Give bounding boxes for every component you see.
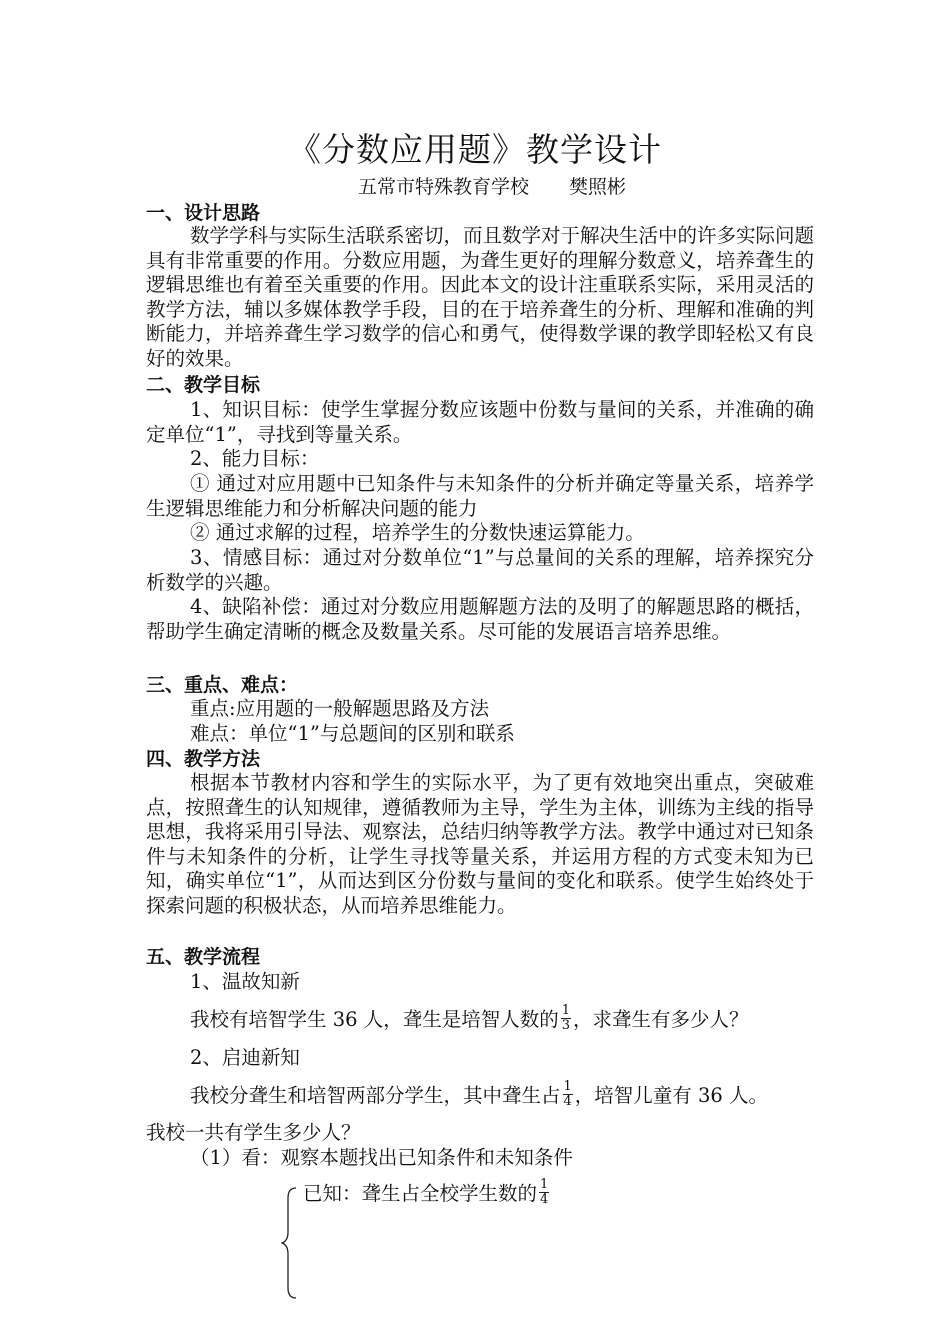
- key-point: 重点:应用题的一般解题思路及方法: [190, 697, 490, 720]
- new-question-continued: 我校一共有学生多少人？: [146, 1121, 361, 1144]
- section-4-paragraph: 根据本节教材内容和学生的实际水平，为了更有效地突出重点，突破难点，按照聋生的认知规律，遵循教师为主导，学生为主体，训练为主线的指导思想，我将采用引导法、观察法，总结归纳等教学方法。教学中通过对已知条件与未知条件的分析，让学生寻找等量关系，并运用方程的方式变未知为已知，确实单位“1”，从而达到区分份数与量间的变化和联系。使学生始终处于探索问题的积极状态，从而培养思维能力。: [146, 771, 814, 917]
- author-line: [358, 174, 626, 200]
- fraction-one-third: $\frac{1}{3}$: [561, 1003, 570, 1033]
- fraction-one-quarter: $\frac{1}{4}$: [563, 1079, 572, 1109]
- section-heading-1: 一、设计思路: [146, 202, 261, 224]
- author-name: 樊照彬: [569, 176, 627, 198]
- goal-ability-item-2: ② 通过求解的过程，培养学生的分数快速运算能力。: [190, 521, 645, 544]
- goal-compensation: 4、缺陷补偿：通过对分数应用题解题方法的及明了的解题思路的概括，帮助学生确定清晰的概念及数量关系。尽可能的发展语言培养思维。: [146, 595, 814, 643]
- section-heading-2: 二、教学目标: [146, 374, 261, 396]
- difficult-point: 难点：单位“1”与总题间的区别和联系: [190, 722, 515, 745]
- goal-emotion: 3、情感目标：通过对分数单位“1”与总量间的关系的理解，培养探究分析数学的兴趣。: [146, 546, 814, 594]
- goal-ability: 2、能力目标：: [190, 447, 320, 470]
- review-question: 我校有培智学生 36 人，聋生是培智人数的 $\frac{1}{3}$ ，求聋生有多少人？: [190, 1003, 749, 1033]
- step-review: 1、温故知新: [190, 970, 300, 993]
- curly-brace: [281, 1186, 301, 1300]
- section-heading-3: 三、重点、难点：: [146, 674, 299, 696]
- section-heading-5: 五、教学流程: [146, 946, 261, 968]
- fraction-one-quarter-known: $\frac{1}{4}$: [540, 1177, 549, 1207]
- step-new-knowledge: 2、启迪新知: [190, 1046, 300, 1069]
- new-question: 我校分聋生和培智两部分学生，其中聋生占 $\frac{1}{4}$ ，培智儿童有 36 人。: [190, 1079, 769, 1109]
- section-1-paragraph: 数学学科与实际生活联系密切，而且数学对于解决生活中的许多实际问题具有非常重要的作用。分数应用题，为聋生更好的理解分数意义，培养聋生的逻辑思维也有着至关重要的作用。因此本文的设计注重联系实际，采用灵活的教学方法，辅以多媒体教学手段，目的在于培养聋生的分析、理解和准确的判断能力，并培养聋生学习数学的信心和勇气，使得数学课的教学即轻松又有良好的效果。: [146, 224, 815, 370]
- known-condition: 已知：聋生占全校学生数的 $\frac{1}{4}$: [303, 1177, 549, 1207]
- goal-ability-item-1: ① 通过对应用题中已知条件与未知条件的分析并确定等量关系，培养学生逻辑思维能力和分析解决问题的能力: [146, 472, 814, 520]
- page-title: 《分数应用题》教学设计: [288, 130, 662, 169]
- look-step: （1）看：观察本题找出已知条件和未知条件: [190, 1146, 573, 1169]
- goal-knowledge: 1、知识目标：使学生掌握分数应该题中份数与量间的关系，并准确的确定单位“1”，寻找到等量关系。: [146, 398, 814, 446]
- author-school: 五常市特殊教育学校: [358, 176, 530, 198]
- section-heading-4: 四、教学方法: [146, 748, 261, 770]
